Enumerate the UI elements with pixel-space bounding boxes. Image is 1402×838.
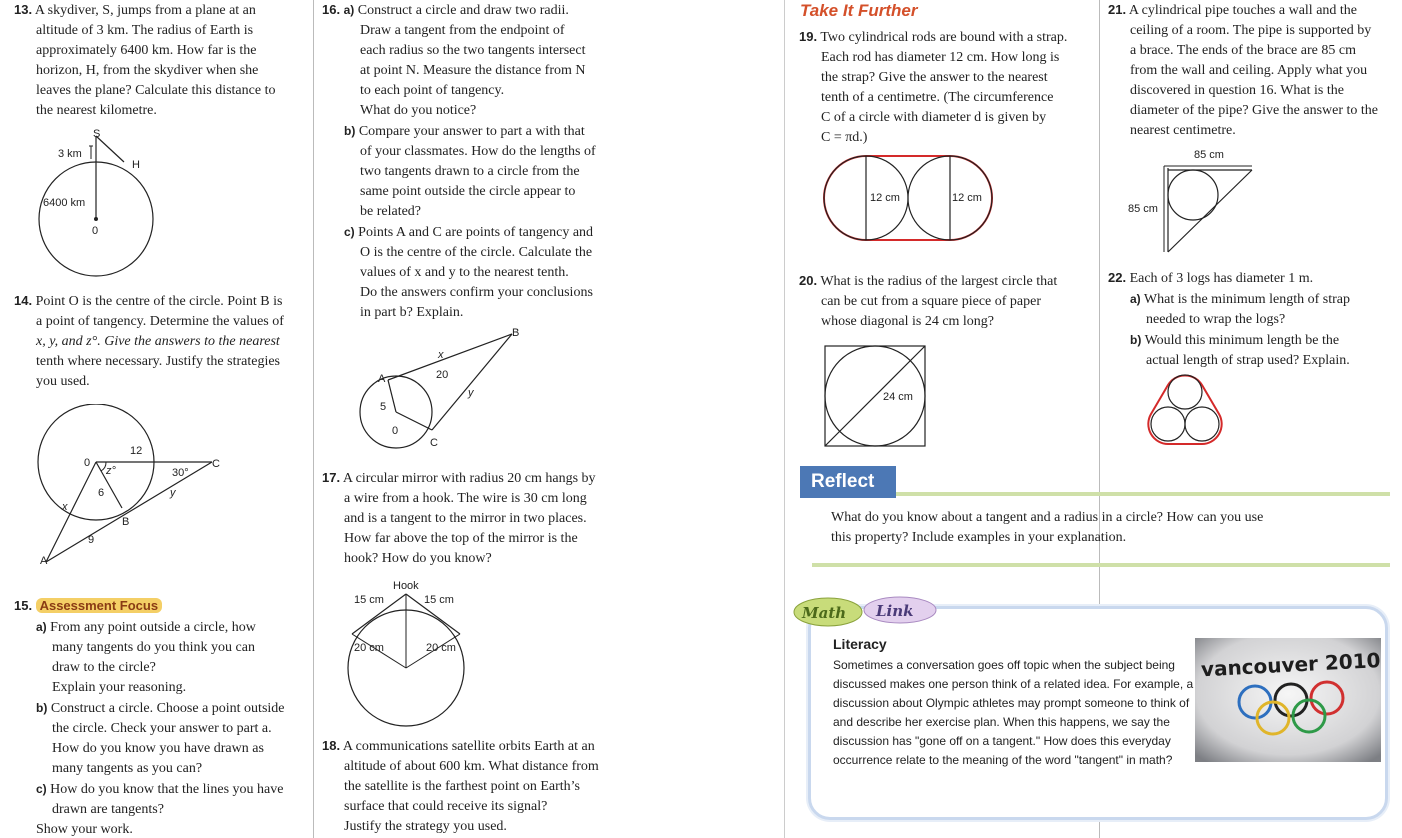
label-left-15: 15 cm — [354, 594, 384, 606]
q14-line: tenth where necessary. Justify the strategies — [36, 354, 281, 369]
label-c: C — [430, 437, 438, 449]
question-19: 19. Two cylindrical rods are bound with a strap. Each rod has diameter 12 cm. How long is the strap? Give the answer to the nearest tenth of a centimetre. (The circumference C of a circle with diameter d is given by C = πd.) — [799, 29, 1068, 145]
question-18: 18. A communications satellite orbits Earth at an altitude of about 600 km. What distance from the satellite is the farthest point on Earth’s surface that could receive its signal? Justify the strategy you used. — [322, 738, 599, 834]
label-top-85: 85 cm — [1194, 149, 1224, 161]
label-o: 0 — [84, 457, 91, 469]
take-it-further-heading: Take It Further — [800, 1, 918, 20]
badge-math-text: Math — [802, 604, 847, 622]
tangent-diagram-16 — [356, 322, 528, 452]
skydiver-diagram — [36, 124, 166, 280]
label-left-20: 20 cm — [354, 642, 384, 654]
q13-line: approximately 6400 km. How far is the — [36, 43, 257, 58]
question-22: 22. Each of 3 logs has diameter 1 m. a) What is the minimum length of strap needed to wrap the logs? b) Would this minimum length be the actual length of strap used? Explain. — [1108, 270, 1350, 368]
label-20: 20 — [436, 369, 449, 381]
badge-link-text: Link — [876, 602, 914, 620]
label-x: x — [62, 501, 68, 513]
q13-line: A skydiver, S, jumps from a plane at an — [34, 3, 256, 18]
label-30: 30° — [172, 467, 189, 479]
label-hook: Hook — [393, 580, 419, 592]
pipe-brace-diagram — [1124, 146, 1256, 256]
question-21: 21. A cylindrical pipe touches a wall and the ceiling of a room. The pipe is supported by a brace. The ends of the brace are 85 cm from the wall and ceiling. Apply what you discovered in question 16. What is the diameter of the pipe? Give the answer to the nearest centimetre. — [1108, 2, 1379, 138]
vancouver-text: vancouver 2010 — [1200, 648, 1381, 682]
label-left-diameter: 12 cm — [870, 192, 900, 204]
label-5: 5 — [380, 401, 387, 413]
question-16: 16. a) Construct a circle and draw two radii. Draw a tangent from the endpoint of each radius so the two tangents intersect at point N. Measure the distance from N to each point of tangency. What do you notice? b) Compare your answer to part a with that of your classmates. How do the lengths of two tangents drawn to a circle from the same point outside the circle appear to be related? c) Points A and C are points of tangency and O is the centre of the circle. Calculate the values of x and y to the nearest tenth. Do the answers confirm your conclusions in part b? Explain. — [322, 2, 596, 320]
label-z: z° — [106, 465, 116, 477]
label-h: H — [132, 159, 140, 171]
question-17: 17. A circular mirror with radius 20 cm hangs by a wire from a hook. The wire is 30 cm long and is a tangent to the mirror in two places. How far above the top of the mirror is the hook? How do you know? — [322, 470, 596, 566]
reflect-underline — [896, 492, 1390, 496]
assessment-focus-badge: Assessment Focus — [36, 598, 163, 613]
label-altitude: 3 km — [58, 148, 82, 160]
rods-strap-diagram — [822, 154, 994, 244]
label-x: x — [438, 349, 444, 361]
square-circle-diagram — [823, 344, 929, 450]
reflect-header — [800, 466, 1390, 498]
three-logs-diagram — [1144, 368, 1228, 448]
mirror-diagram — [346, 576, 476, 736]
label-right-20: 20 cm — [426, 642, 456, 654]
q13-line: horizon, H, from the skydiver when she — [36, 63, 259, 78]
label-a: A — [378, 373, 386, 385]
q13-line: the nearest kilometre. — [36, 103, 157, 118]
q14-line: x, y, and z°. Give the answers to the nearest — [36, 334, 280, 349]
math-link-badge — [792, 596, 942, 630]
literacy-title: Literacy — [833, 636, 887, 652]
tangent-diagram-14 — [36, 404, 226, 572]
reflect-bottom-rule — [812, 563, 1390, 567]
literacy-section: Literacy Sometimes a conversation goes off topic when the subject being discussed makes one person think of a related idea. For example, a discussion about Olympic athletes may prompt someone to think of and describe her exercise plan. When this happens, we say the discussion has "gone off on a tangent." How does this everyday occurrence relate to the meaning of the word "tangent" in math? — [833, 636, 1194, 767]
label-right-diameter: 12 cm — [952, 192, 982, 204]
q13-line: leaves the plane? Calculate this distance to — [36, 83, 276, 98]
label-b: B — [122, 516, 130, 528]
reflect-text: What do you know about a tangent and a radius in a circle? How can you use this property? Include examples in your explanation. — [831, 510, 1264, 545]
reflect-title: Reflect — [800, 466, 896, 498]
label-12: 12 — [130, 445, 143, 457]
vancouver-2010-photo — [1195, 638, 1381, 762]
q14-line: Point O is the centre of the circle. Point B is — [35, 294, 283, 309]
page-gutter — [784, 0, 785, 838]
label-b: B — [512, 327, 520, 339]
label-y: y — [170, 487, 176, 499]
label-right-15: 15 cm — [424, 594, 454, 606]
question-15: 15. Assessment Focus a) From any point outside a circle, how many tangents do you think you can draw to the circle? Explain your reasoning. b) Construct a circle. Choose a point outside the circle. Check your answer to part a. How do you know you have drawn as many tangents as you can? c) How do you know that the lines you have drawn are tangents? Show your work. — [14, 596, 308, 838]
label-o: 0 — [392, 425, 399, 437]
label-a: A — [40, 555, 48, 567]
question-20: 20. What is the radius of the largest circle that can be cut from a square piece of paper whose diagonal is 24 cm long? — [799, 273, 1058, 329]
q14-line: you used. — [36, 374, 90, 389]
label-s: S — [93, 128, 101, 140]
question-14: 14. Point O is the centre of the circle. Point B is a point of tangency. Determine the values of x, y, and z°. Give the answers to the nearest tenth where necessary. Justify the strategies you used. — [14, 291, 308, 392]
label-diagonal: 24 cm — [883, 391, 913, 403]
column-divider — [313, 0, 314, 838]
q15-footer: Show your work. — [36, 822, 133, 837]
label-side-85: 85 cm — [1128, 203, 1158, 215]
q13-line: altitude of 3 km. The radius of Earth is — [36, 23, 254, 38]
q14-line: a point of tangency. Determine the values of — [36, 314, 284, 329]
question-13: 13. A skydiver, S, jumps from a plane at an altitude of 3 km. The radius of Earth is approximately 6400 km. How far is the horizon, H, from the skydiver when she leaves the plane? Calculate this distance to the nearest kilometre. — [14, 0, 308, 121]
label-6: 6 — [98, 487, 105, 499]
label-y: y — [468, 387, 474, 399]
label-c: C — [212, 458, 220, 470]
label-o: 0 — [92, 225, 99, 237]
label-9: 9 — [88, 534, 95, 546]
label-radius: 6400 km — [43, 197, 86, 209]
